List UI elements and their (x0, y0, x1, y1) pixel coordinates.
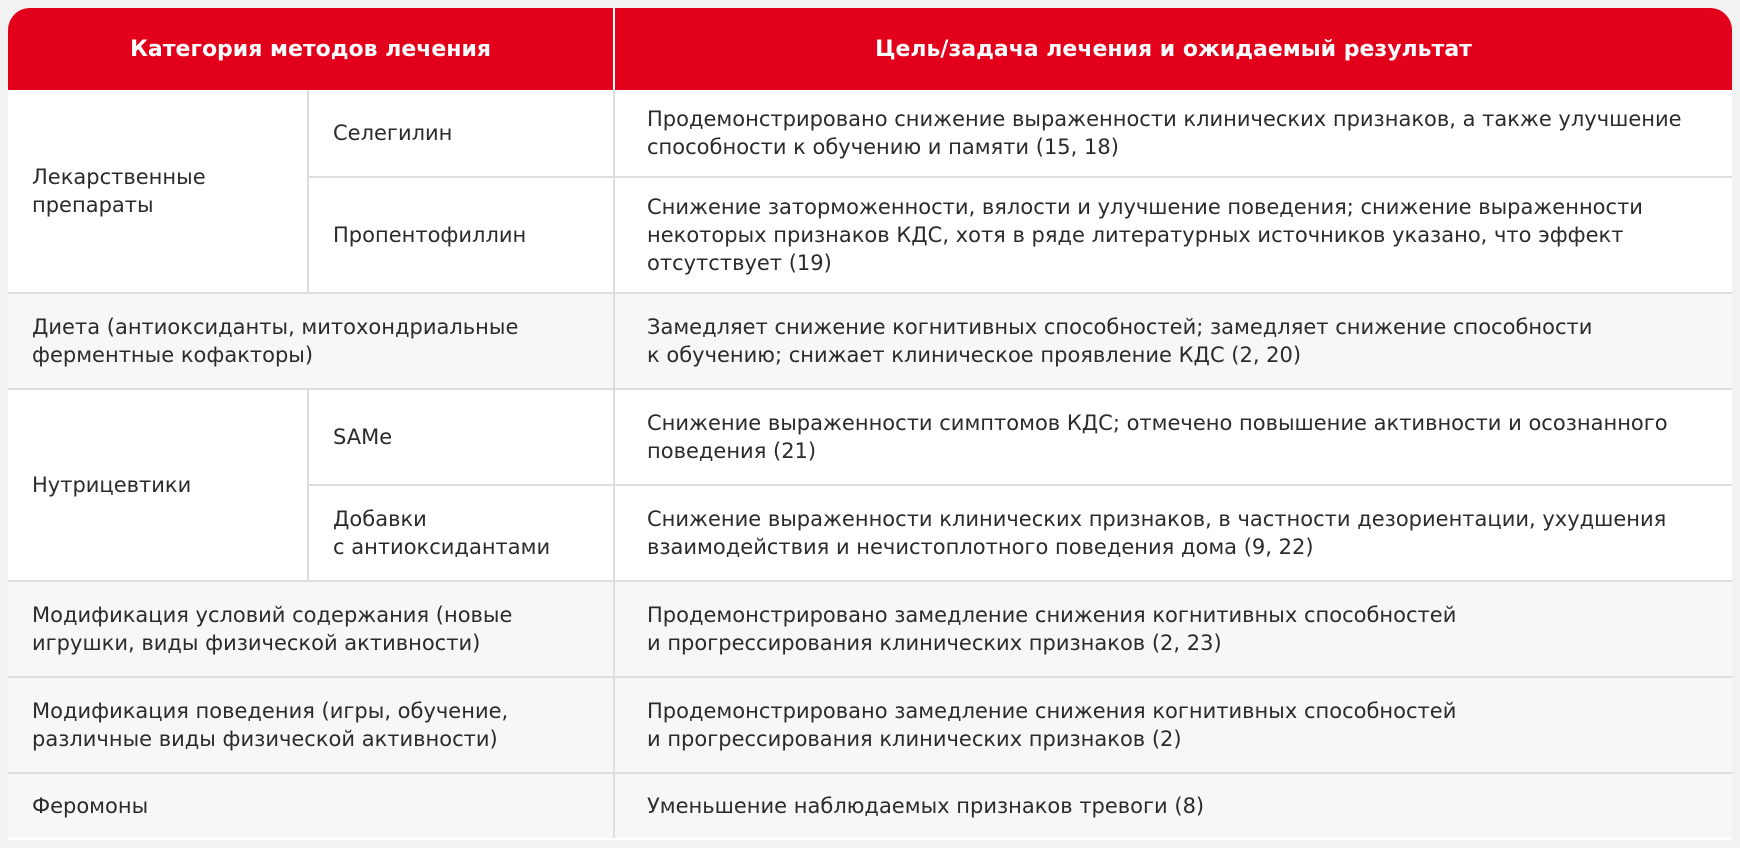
goal-cell: Снижение выраженности симптомов КДС; отмечено повышение активности и осознанного поведения (21) (614, 389, 1732, 485)
header-category: Категория методов лечения (8, 8, 614, 90)
treatment-table (8, 8, 1732, 838)
table-header-row (8, 8, 1732, 90)
category-cell: Модификация условий содержания (новые игрушки, виды физической активности) (8, 581, 614, 677)
table-row (8, 581, 1732, 677)
goal-cell: Снижение заторможенности, вялости и улучшение поведения; снижение выраженности некоторых признаков КДС, хотя в ряде литературных источников указано, что эффект отсутствует (19) (614, 177, 1732, 293)
category-cell: Модификация поведения (игры, обучение, различные виды физической активности) (8, 677, 614, 773)
category-cell: Лекарственные препараты (8, 90, 308, 293)
table-row (8, 773, 1732, 838)
goal-cell: Продемонстрировано снижение выраженности клинических признаков, а также улучшение способности к обучению и памяти (15, 18) (614, 90, 1732, 177)
goal-cell: Замедляет снижение когнитивных способностей; замедляет снижение способности к обучению; снижает клиническое проявление КДС (2, 20) (614, 293, 1732, 389)
goal-cell: Уменьшение наблюдаемых признаков тревоги (8) (614, 773, 1732, 838)
goal-cell: Продемонстрировано замедление снижения когнитивных способностей и прогрессирования клинических признаков (2) (614, 677, 1732, 773)
treatment-table-card (8, 8, 1732, 840)
category-cell: Нутрицевтики (8, 389, 308, 581)
table-row (8, 389, 1732, 485)
table-row (8, 293, 1732, 389)
category-cell: Феромоны (8, 773, 614, 838)
header-goal: Цель/задача лечения и ожидаемый результат (614, 8, 1732, 90)
table-row (8, 90, 1732, 177)
table-row (8, 677, 1732, 773)
goal-cell: Продемонстрировано замедление снижения когнитивных способностей и прогрессирования клинических признаков (2, 23) (614, 581, 1732, 677)
subcategory-cell: Добавки с антиоксидантами (308, 485, 614, 581)
subcategory-cell: Пропентофиллин (308, 177, 614, 293)
subcategory-cell: Селегилин (308, 90, 614, 177)
subcategory-cell: SAMe (308, 389, 614, 485)
goal-cell: Снижение выраженности клинических признаков, в частности дезориентации, ухудшения взаимодействия и нечистоплотного поведения дома (9, 22) (614, 485, 1732, 581)
category-cell: Диета (антиоксиданты, митохондриальные ферментные кофакторы) (8, 293, 614, 389)
